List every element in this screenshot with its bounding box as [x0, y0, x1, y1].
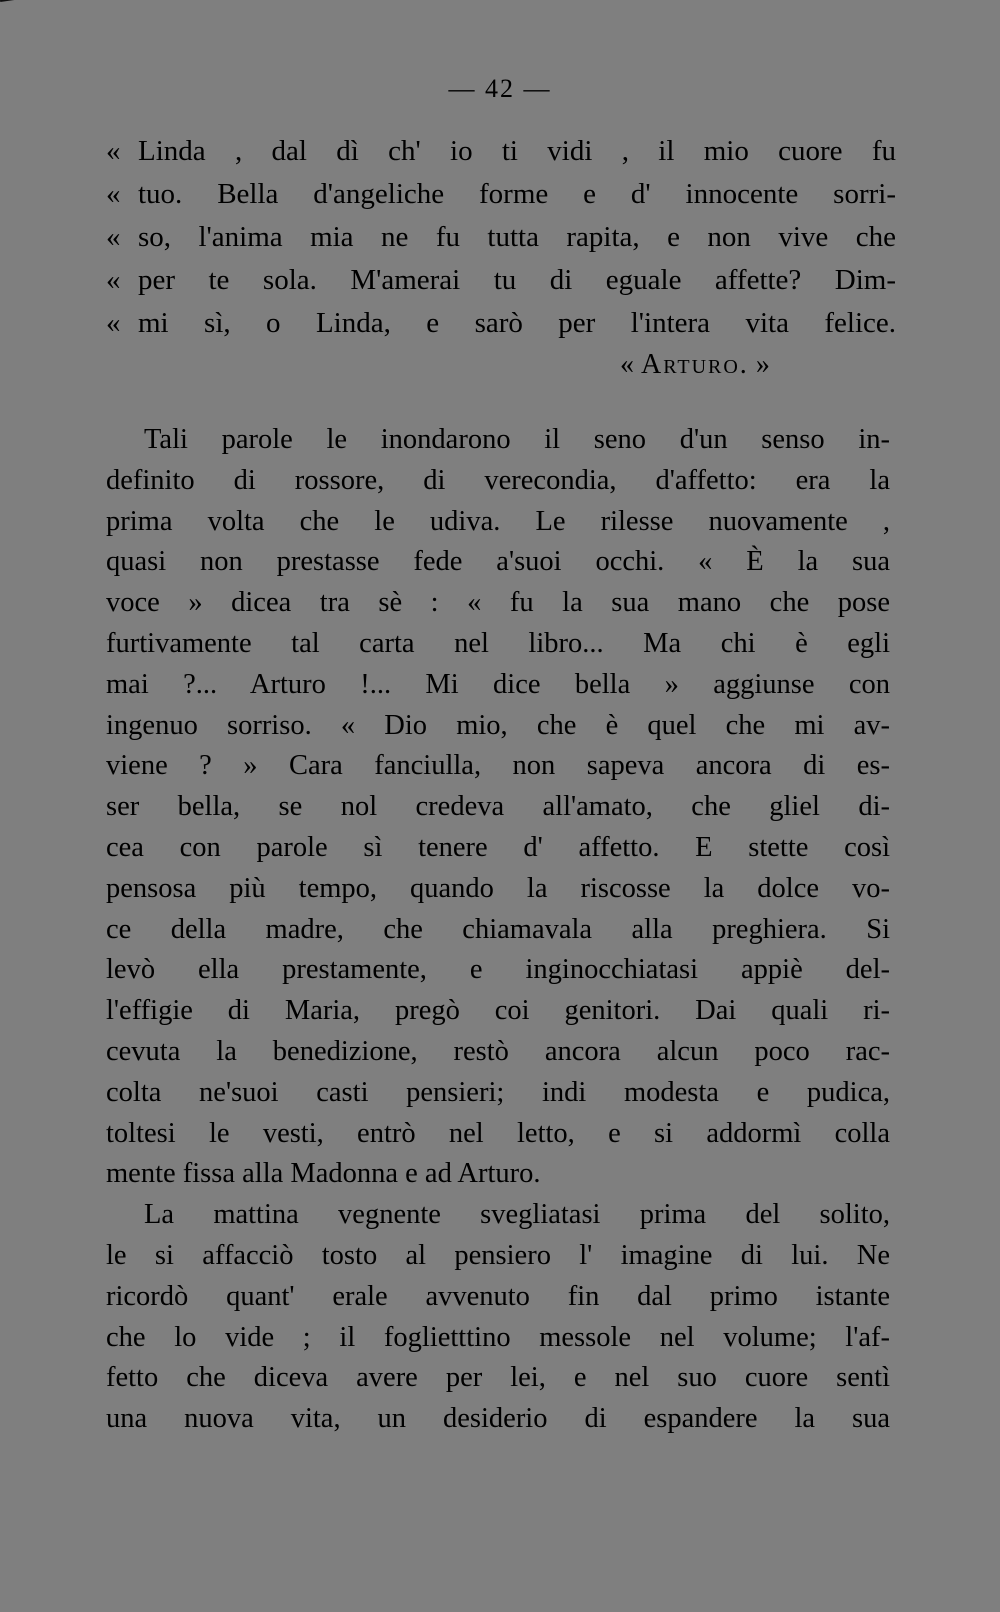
text-line: cea con parole sì tenere d' affetto. E stette così — [106, 831, 890, 863]
text-line: toltesi le vesti, entrò nel letto, e si addormì colla — [106, 1117, 890, 1149]
text-line: quasi non prestasse fede a'suoi occhi. « È la sua — [106, 546, 890, 578]
letter-line-text: per te sola. M'amerai tu di eguale affette? Dim- — [138, 264, 896, 296]
signature-name: Arturo. — [641, 349, 749, 380]
letter-signature — [620, 345, 770, 385]
quote-mark: « — [106, 135, 121, 167]
text-line: colta ne'suoi casti pensieri; indi modesta e pudica, — [106, 1076, 890, 1108]
letter-line-text: mi sì, o Linda, e sarò per l'intera vita felice. — [138, 307, 896, 339]
text-line: ce della madre, che chiamavala alla preghiera. Si — [106, 913, 890, 945]
letter-line — [106, 302, 896, 345]
quote-mark: « — [106, 264, 121, 296]
text-line: le si affacciò tosto al pensiero l' imagine di lui. Ne — [106, 1239, 890, 1271]
body-text — [106, 420, 890, 1440]
text-line: voce » dicea tra sè : « fu la sua mano che pose — [106, 587, 890, 619]
signature-open-quote: « — [620, 349, 634, 380]
signature-close-quote: » — [755, 349, 770, 380]
page-number: — 42 — — [448, 74, 552, 103]
text-line: viene ? » Cara fanciulla, non sapeva ancora di es- — [106, 750, 890, 782]
letter-block — [106, 130, 896, 345]
letter-line — [106, 173, 896, 216]
letter-line — [106, 130, 896, 173]
text-line: furtivamente tal carta nel libro... Ma chi è egli — [106, 627, 890, 659]
text-line: prima volta che le udiva. Le rilesse nuovamente , — [106, 505, 890, 537]
text-line: che lo vide ; il foglietttino messole nel volume; l'af- — [106, 1321, 890, 1353]
quote-mark: « — [106, 178, 121, 210]
corner-scan-mark — [0, 0, 42, 14]
text-line: Tali parole le inondarono il seno d'un senso in- — [144, 424, 890, 455]
text-line: una nuova vita, un desiderio di espandere la sua — [106, 1403, 890, 1435]
letter-line-text: tuo. Bella d'angeliche forme e d' innocente sorri- — [138, 178, 896, 210]
text-line: La mattina vegnente svegliatasi prima del solito, — [144, 1199, 890, 1231]
quote-mark: « — [106, 307, 121, 339]
text-line: ricordò quant' erale avvenuto fin dal primo istante — [106, 1280, 890, 1312]
text-line: mai ?... Arturo !... Mi dice bella » aggiunse con — [106, 668, 890, 700]
text-line: l'effigie di Maria, pregò coi genitori. Dai quali ri- — [106, 995, 890, 1027]
letter-line — [106, 216, 896, 259]
letter-line-text: Linda , dal dì ch' io ti vidi , il mio cuore fu — [138, 135, 896, 167]
text-line: pensosa più tempo, quando la riscosse la dolce vo- — [106, 872, 890, 904]
text-line: fetto che diceva avere per lei, e nel suo cuore sentì — [106, 1362, 890, 1394]
letter-line — [106, 259, 896, 302]
text-line: ser bella, se nol credeva all'amato, che gliel di- — [106, 791, 890, 823]
letter-line-text: so, l'anima mia ne fu tutta rapita, e non vive che — [138, 221, 896, 253]
text-line: definito di rossore, di verecondia, d'affetto: era la — [106, 464, 890, 496]
text-line: mente fissa alla Madonna e ad Arturo. — [106, 1158, 541, 1190]
text-line: levò ella prestamente, e inginocchiatasi appiè del- — [106, 954, 890, 986]
quote-mark: « — [106, 221, 121, 253]
text-line: cevuta la benedizione, restò ancora alcun poco rac- — [106, 1035, 890, 1067]
text-line: ingenuo sorriso. « Dio mio, che è quel che mi av- — [106, 709, 890, 741]
